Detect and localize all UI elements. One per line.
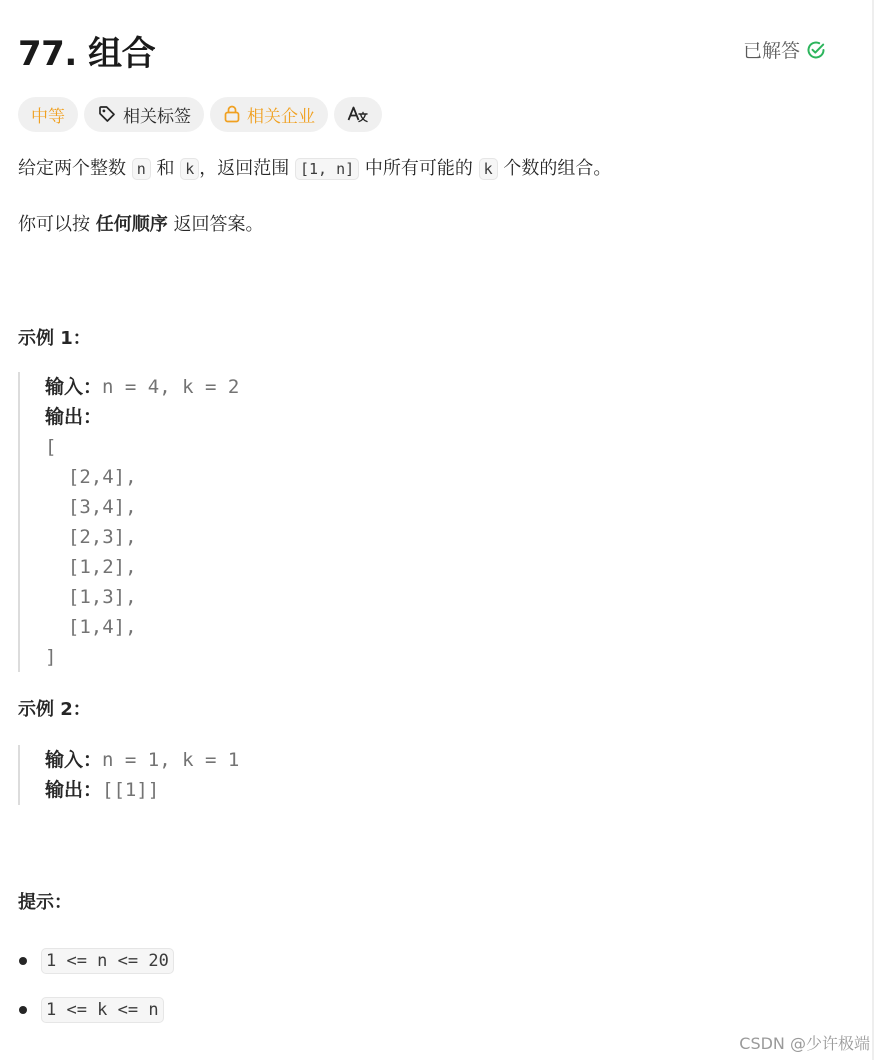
desc-text: 和 [150, 158, 181, 179]
input-label: 输入： [45, 749, 103, 771]
input-value: n = 4, k = 2 [102, 376, 240, 398]
constraints-title: 提示： [18, 892, 72, 913]
constraint-item [18, 946, 856, 976]
translate-button[interactable] [334, 97, 382, 132]
translate-icon [347, 104, 369, 124]
problem-title[interactable]: 77. 组合 [18, 34, 156, 74]
output-label: 输出： [45, 406, 103, 428]
constraint-item [18, 995, 856, 1025]
code-n: n [132, 158, 151, 180]
difficulty-badge[interactable] [18, 97, 78, 132]
related-companies-button[interactable] [210, 97, 328, 132]
example-1-block [18, 372, 856, 672]
desc-text: ，返回范围 [199, 158, 295, 179]
example-1-title: 示例 1： [18, 328, 91, 349]
output-value: [ [2,4], [3,4], [2,3], [1,2], [1,3], [1,4], ] [45, 436, 137, 668]
desc-emphasis: 任何顺序 [95, 214, 168, 235]
related-tags-label: 相关标签 [123, 106, 191, 127]
example-1-output-label-row [45, 402, 856, 432]
solved-label: 已解答 [742, 40, 800, 62]
output-value: [[1]] [102, 779, 160, 801]
solved-status[interactable] [743, 36, 826, 63]
bullet-icon [19, 1006, 27, 1014]
example-2-output [45, 775, 856, 805]
example-2-title: 示例 2： [18, 699, 91, 720]
desc-text: 你可以按 [18, 214, 96, 235]
code-k: k [180, 158, 199, 180]
bullet-icon [19, 957, 27, 965]
desc-text: 中所有可能的 [359, 158, 479, 179]
related-companies-label: 相关企业 [247, 106, 315, 127]
desc-text: 给定两个整数 [18, 158, 132, 179]
problem-description [18, 154, 856, 240]
tag-icon [97, 104, 117, 124]
difficulty-label: 中等 [31, 106, 65, 127]
tag-row [18, 96, 856, 132]
code-range: [1, n] [295, 158, 359, 180]
constraints-list [18, 946, 856, 1025]
desc-text: 个数的组合。 [497, 158, 612, 179]
code-k: k [479, 158, 498, 180]
lock-icon [223, 104, 241, 124]
related-tags-button[interactable] [84, 97, 204, 132]
input-value: n = 1, k = 1 [102, 749, 240, 771]
watermark: CSDN @少许极端 [739, 1034, 870, 1053]
problem-header [18, 0, 856, 96]
example-1-input [45, 372, 856, 402]
input-label: 输入： [45, 376, 103, 398]
example-2-block [18, 745, 856, 805]
desc-text: 返回答案。 [167, 214, 264, 235]
output-label: 输出： [45, 779, 103, 801]
description-paragraph-2 [18, 210, 856, 240]
example-2-input [45, 745, 856, 775]
check-circle-icon [806, 40, 826, 60]
constraint-code: 1 <= k <= n [41, 997, 164, 1023]
constraint-code: 1 <= n <= 20 [41, 948, 174, 974]
description-paragraph-1 [18, 154, 856, 184]
